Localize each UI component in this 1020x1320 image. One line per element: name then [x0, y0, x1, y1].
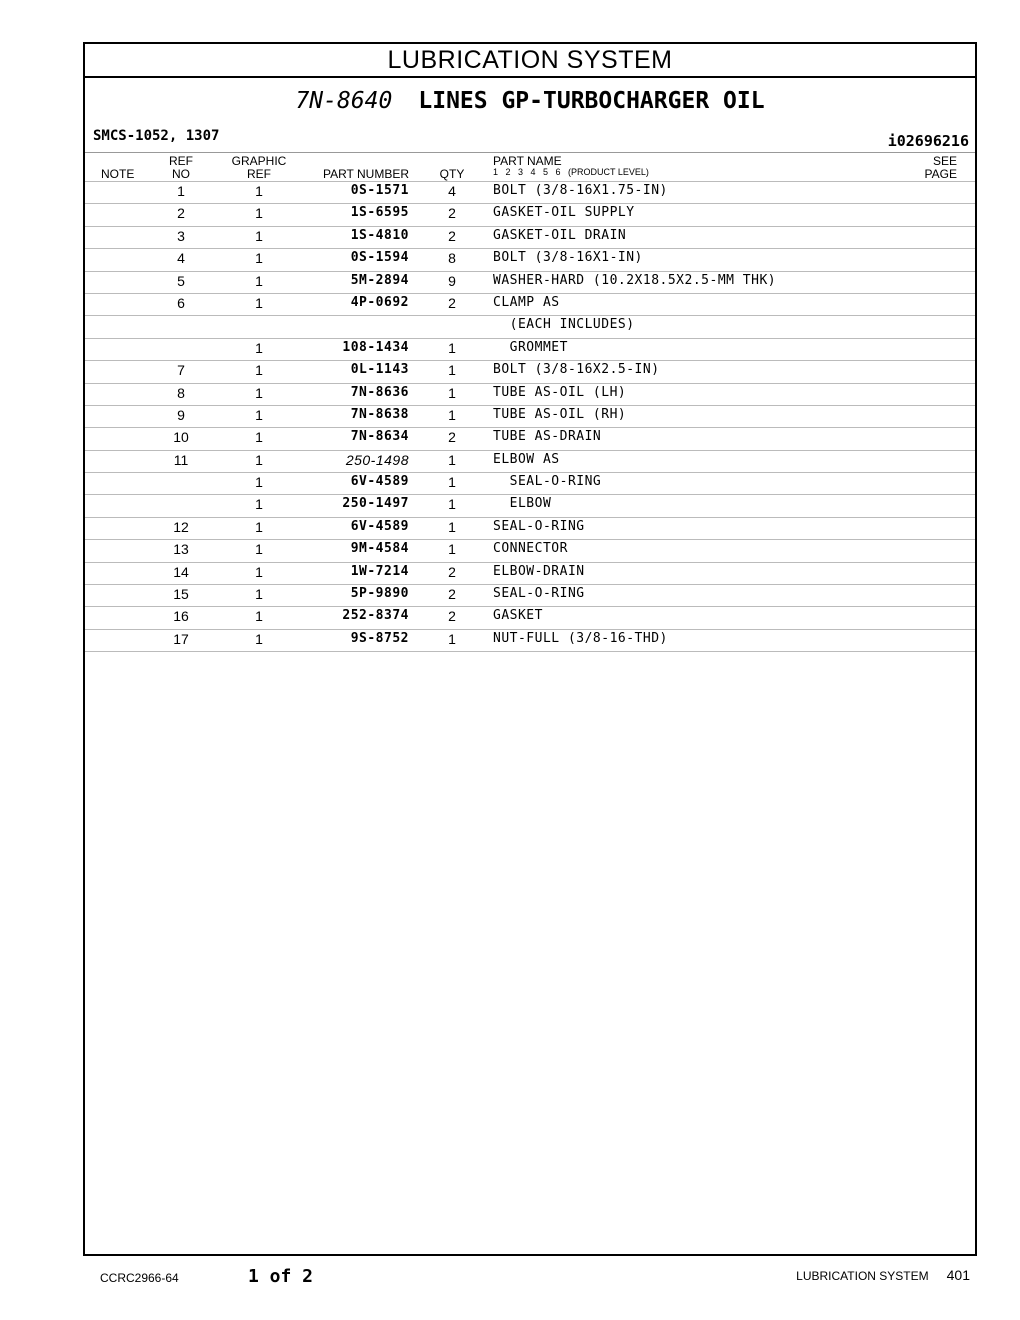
graphic-ref: 1	[255, 183, 263, 199]
table-row	[85, 384, 975, 406]
part-name: BOLT (3/8-16X2.5-IN)	[493, 362, 660, 378]
table-row	[85, 316, 975, 338]
part-number: 7N-8638	[350, 406, 409, 422]
quantity: 1	[448, 541, 456, 558]
ref-no: 5	[177, 272, 185, 289]
table-row	[85, 540, 975, 562]
graphic-ref: 1	[255, 563, 263, 580]
quantity: 2	[448, 608, 456, 625]
graphic-ref: 1	[255, 630, 263, 647]
graphic-ref: 1	[255, 339, 263, 356]
graphic-ref: 1	[255, 451, 263, 468]
part-number: 250-1498	[345, 451, 409, 468]
ref-no: 17	[173, 630, 189, 647]
footer-section-page	[796, 1267, 970, 1283]
part-number: 250-1497	[342, 496, 409, 512]
table-row	[85, 227, 975, 249]
part-number: 0S-1571	[350, 183, 409, 198]
part-name: GASKET-OIL DRAIN	[493, 227, 627, 243]
table-row	[85, 630, 975, 652]
quantity: 2	[448, 429, 456, 446]
part-number: 7N-8636	[350, 384, 409, 400]
table-row	[85, 339, 975, 361]
part-name: WASHER-HARD (10.2X18.5X2.5-MM THK)	[493, 272, 777, 288]
quantity: 1	[448, 362, 456, 379]
quantity: 2	[448, 205, 456, 222]
footer-page-of: 1 of 2	[248, 1266, 314, 1287]
table-row	[85, 563, 975, 585]
col-part-name: PART NAME	[493, 154, 562, 168]
graphic-ref: 1	[255, 384, 263, 401]
ref-no: 12	[173, 518, 189, 535]
graphic-ref: 1	[255, 362, 263, 379]
ref-no: 7	[177, 362, 185, 379]
ref-no: 15	[173, 586, 189, 603]
part-name: GASKET-OIL SUPPLY	[493, 205, 635, 221]
ref-no: 13	[173, 541, 189, 558]
ref-no: 1	[177, 183, 185, 199]
part-number: 108-1434	[342, 339, 409, 355]
ref-no: 2	[177, 205, 185, 222]
quantity: 2	[448, 563, 456, 580]
col-note: NOTE	[101, 167, 135, 181]
table-row	[85, 585, 975, 607]
quantity: 9	[448, 272, 456, 289]
part-number: 4P-0692	[350, 294, 409, 310]
table-row	[85, 428, 975, 450]
part-number: 1W-7214	[350, 563, 409, 579]
graphic-ref: 1	[255, 518, 263, 535]
part-number: 0L-1143	[350, 362, 409, 378]
table-row	[85, 294, 975, 316]
table-row	[85, 182, 975, 204]
quantity: 1	[448, 384, 456, 401]
table-row	[85, 451, 975, 473]
part-number: 6V-4589	[350, 518, 409, 534]
quantity: 1	[448, 451, 456, 468]
col-part-number: PART NUMBER	[322, 167, 409, 181]
part-name: ELBOW	[493, 496, 552, 512]
part-name: GROMMET	[493, 339, 568, 355]
footer-doc-code: CCRC2966-64	[100, 1271, 179, 1285]
smcs-row	[85, 122, 975, 153]
quantity: 4	[448, 183, 456, 199]
part-number: 252-8374	[342, 608, 409, 624]
part-name: BOLT (3/8-16X1.75-IN)	[493, 183, 668, 198]
group-part-number: 7N-8640	[295, 88, 393, 114]
graphic-ref: 1	[255, 608, 263, 625]
graphic-ref: 1	[255, 294, 263, 311]
ref-no: 6	[177, 294, 185, 311]
parts-list-frame	[83, 42, 977, 1256]
part-name: ELBOW AS	[493, 451, 560, 467]
graphic-ref: 1	[255, 586, 263, 603]
quantity: 1	[448, 518, 456, 535]
part-number: 1S-4810	[350, 227, 409, 243]
quantity: 1	[448, 474, 456, 491]
smcs-codes: SMCS-1052, 1307	[93, 128, 220, 144]
part-name: TUBE AS-OIL (LH)	[493, 384, 627, 400]
quantity: 1	[448, 496, 456, 513]
graphic-ref: 1	[255, 496, 263, 513]
col-see-bottom: PAGE	[924, 167, 957, 181]
part-name: NUT-FULL (3/8-16-THD)	[493, 630, 668, 646]
table-row	[85, 361, 975, 383]
ref-no: 8	[177, 384, 185, 401]
graphic-ref: 1	[255, 272, 263, 289]
ref-no: 3	[177, 227, 185, 244]
ref-no: 11	[173, 451, 189, 468]
quantity: 1	[448, 339, 456, 356]
part-name: CONNECTOR	[493, 541, 568, 557]
table-row	[85, 518, 975, 540]
part-number: 9S-8752	[350, 630, 409, 646]
quantity: 2	[448, 586, 456, 603]
part-name: SEAL-O-RING	[493, 586, 585, 602]
group-title	[85, 78, 975, 122]
footer-page-number: 401	[946, 1267, 970, 1283]
graphic-ref: 1	[255, 541, 263, 558]
table-row	[85, 473, 975, 495]
ref-no: 14	[173, 563, 189, 580]
part-number: 6V-4589	[350, 474, 409, 490]
col-ref-top: REF	[169, 154, 193, 168]
graphic-ref: 1	[255, 250, 263, 267]
ref-no: 16	[173, 608, 189, 625]
part-name: TUBE AS-DRAIN	[493, 429, 602, 445]
graphic-ref: 1	[255, 406, 263, 423]
table-row	[85, 607, 975, 629]
quantity: 1	[448, 406, 456, 423]
col-product-levels: 1 2 3 4 5 6 (PRODUCT LEVEL)	[493, 167, 649, 177]
part-name: TUBE AS-OIL (RH)	[493, 406, 627, 422]
col-see-top: SEE	[932, 154, 957, 168]
group-name: LINES GP-TURBOCHARGER OIL	[418, 88, 765, 114]
part-name: ELBOW-DRAIN	[493, 563, 585, 579]
quantity: 8	[448, 250, 456, 267]
part-number: 9M-4584	[350, 541, 409, 557]
ref-no: 4	[177, 250, 185, 267]
ref-no: 10	[173, 429, 189, 446]
table-row	[85, 204, 975, 226]
parts-table-body	[85, 182, 975, 652]
part-name: (EACH INCLUDES)	[493, 317, 635, 333]
quantity: 1	[448, 630, 456, 647]
column-headers	[85, 153, 975, 182]
quantity: 2	[448, 294, 456, 311]
table-row	[85, 249, 975, 271]
col-ref-bottom: NO	[172, 167, 190, 181]
part-number: 5P-9890	[350, 586, 409, 602]
part-name: SEAL-O-RING	[493, 518, 585, 534]
part-name: GASKET	[493, 608, 543, 624]
part-name: BOLT (3/8-16X1-IN)	[493, 250, 643, 266]
graphic-ref: 1	[255, 429, 263, 446]
illustration-id: i02696216	[887, 132, 969, 150]
footer-section: LUBRICATION SYSTEM	[796, 1269, 929, 1283]
graphic-ref: 1	[255, 227, 263, 244]
table-row	[85, 495, 975, 517]
ref-no: 9	[177, 406, 185, 423]
part-number: 7N-8634	[350, 429, 409, 445]
part-number: 5M-2894	[350, 272, 409, 288]
col-graphic-top: GRAPHIC	[231, 154, 287, 168]
col-qty: QTY	[439, 167, 465, 181]
graphic-ref: 1	[255, 474, 263, 491]
part-name: CLAMP AS	[493, 294, 560, 310]
section-title: LUBRICATION SYSTEM	[85, 44, 975, 78]
table-row	[85, 272, 975, 294]
quantity: 2	[448, 227, 456, 244]
col-graphic-bottom: REF	[247, 167, 271, 181]
part-number: 0S-1594	[350, 250, 409, 266]
part-name: SEAL-O-RING	[493, 474, 602, 490]
table-row	[85, 406, 975, 428]
part-number: 1S-6595	[350, 205, 409, 221]
graphic-ref: 1	[255, 205, 263, 222]
